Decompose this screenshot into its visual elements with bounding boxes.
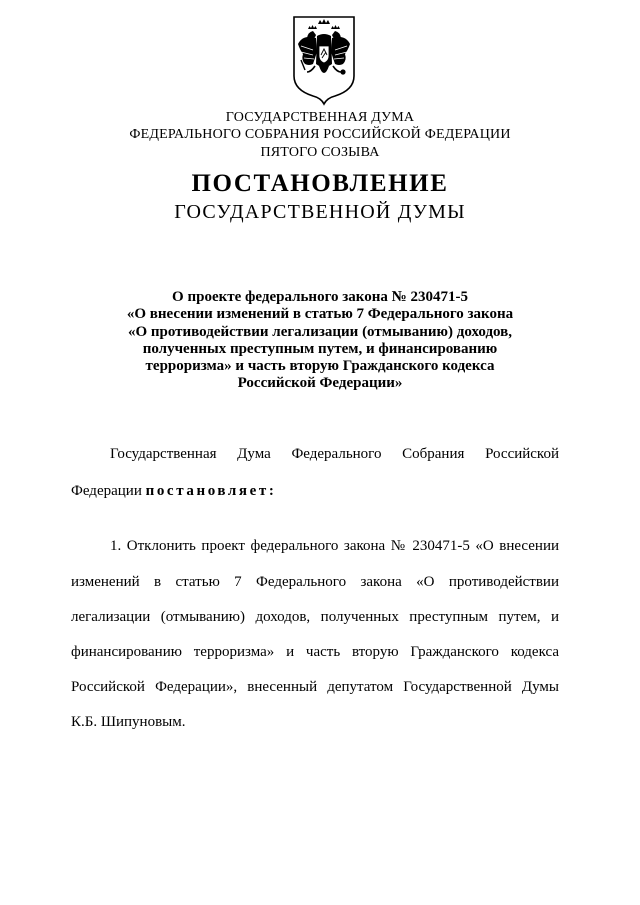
resolve-verb: постановляет:	[145, 483, 277, 499]
preamble-line: Государственная Дума Федерального Собрания Российской	[110, 446, 559, 462]
paragraph-line: 1. Отклонить проект федерального закона № 230471-5 «О внесении	[110, 538, 559, 554]
subject-line: «О противодействии легализации (отмыванию) доходов,	[127, 323, 513, 340]
paragraph-line: К.Б. Шипуновым.	[71, 714, 186, 730]
subject-line: О проекте федерального закона № 230471-5	[172, 289, 468, 305]
header-chamber-name: ГОСУДАРСТВЕННАЯ ДУМА	[225, 110, 415, 125]
document-subtitle: ГОСУДАРСТВЕННОЙ ДУМЫ	[174, 201, 466, 223]
preamble-prefix: Федерации	[71, 483, 142, 499]
subject-line: терроризма» и часть вторую Гражданского кодекса	[145, 358, 495, 375]
subject-line: «О внесении изменений в статью 7 Федерального закона	[126, 306, 514, 323]
header-convocation: ПЯТОГО СОЗЫВА	[260, 145, 380, 160]
subject-heading	[0, 289, 640, 393]
paragraph-line: легализации (отмыванию) доходов, полученных преступным путем, и	[71, 609, 559, 625]
double-headed-eagle-icon	[291, 14, 357, 106]
header-assembly-name: ФЕДЕРАЛЬНОГО СОБРАНИЯ РОССИЙСКОЙ ФЕДЕРАЦИИ	[129, 127, 511, 142]
subject-line: Российской Федерации»	[237, 375, 403, 392]
coat-of-arms-emblem	[291, 14, 357, 106]
preamble-resolve	[71, 482, 276, 500]
subject-line: полученных преступным путем, и финансированию	[142, 340, 498, 357]
paragraph-line: Российской Федерации», внесенный депутатом Государственной Думы	[71, 679, 559, 695]
document-title: ПОСТАНОВЛЕНИЕ	[191, 170, 449, 197]
paragraph-line: финансированию терроризма» и часть вторую Гражданского кодекса	[71, 644, 559, 660]
paragraph-line: изменений в статью 7 Федерального закона «О противодействии	[71, 574, 559, 590]
